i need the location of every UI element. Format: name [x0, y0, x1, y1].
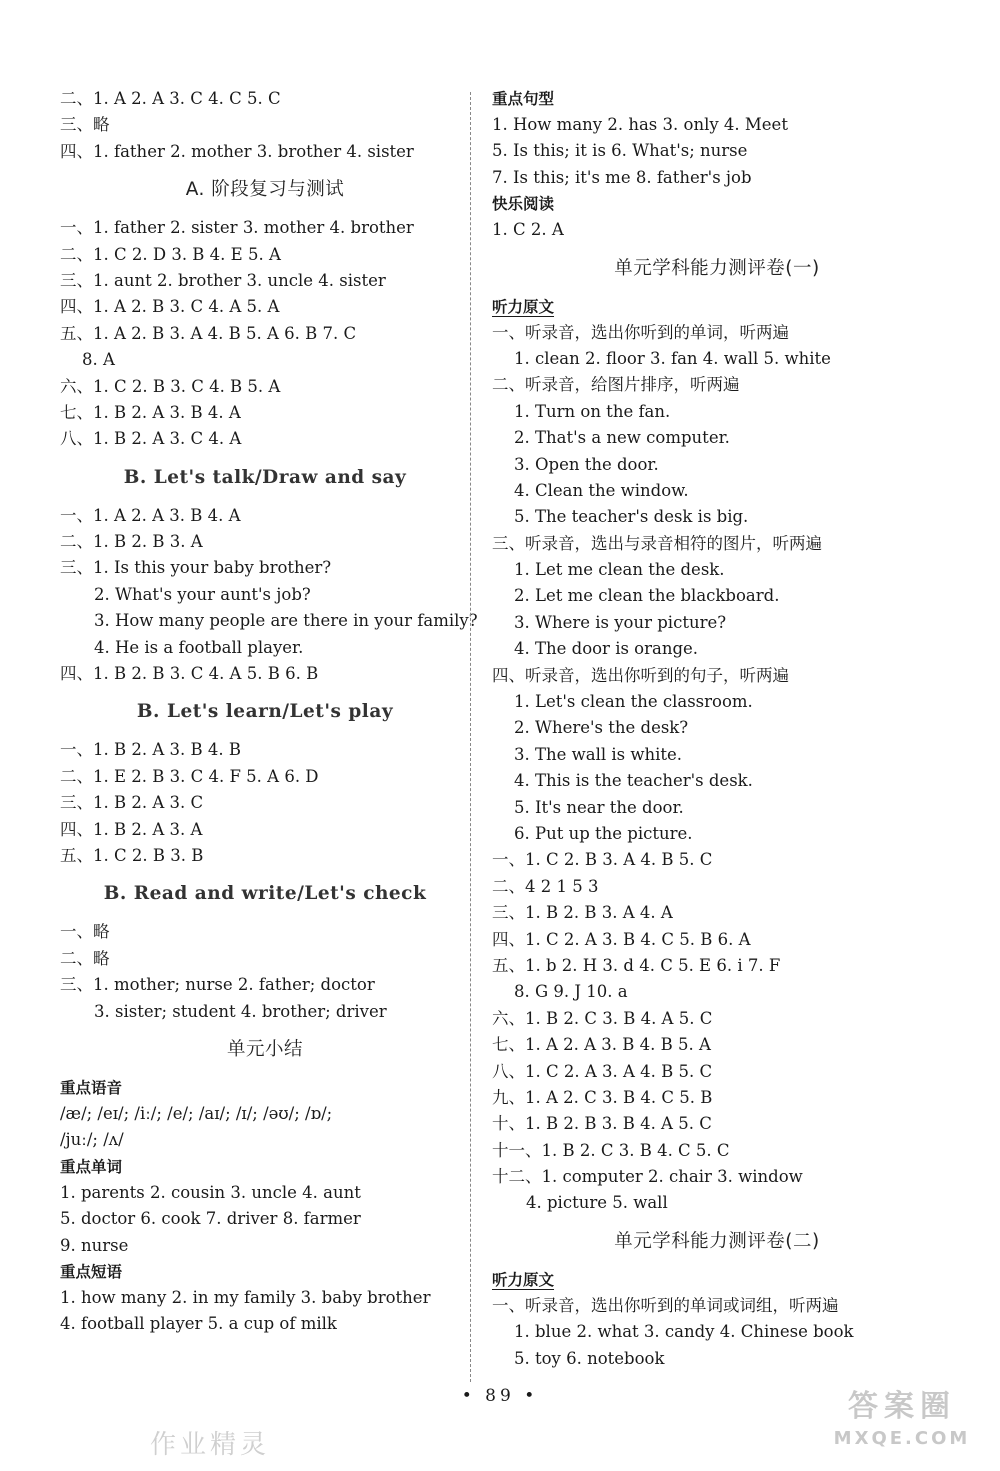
- answer-line: 2. That's a new computer.: [514, 428, 730, 448]
- answer-line: 四、1. B 2. B 3. C 4. A 5. B 6. B: [60, 664, 319, 684]
- answer-line: 3. How many people are there in your family?: [94, 611, 478, 631]
- answer-line: 1. Let me clean the desk.: [514, 560, 725, 580]
- watermark-top: 答案圈: [848, 1389, 956, 1424]
- answer-line: 二、略: [60, 948, 110, 968]
- answer-line: 五、1. b 2. H 3. d 4. C 5. E 6. i 7. F: [492, 955, 781, 975]
- answer-line: 七、1. B 2. A 3. B 4. A: [60, 402, 241, 422]
- answer-line: 5. The teacher's desk is big.: [514, 507, 749, 527]
- answer-line: 7. Is this; it's me 8. father's job: [492, 167, 752, 187]
- listening-instruction: 一、听录音，选出你听到的单词，听两遍: [492, 322, 789, 342]
- answer-line: 9. nurse: [60, 1235, 129, 1255]
- answer-line: 8. G 9. J 10. a: [514, 982, 628, 1002]
- answer-line: 1. Turn on the fan.: [514, 401, 671, 421]
- subsection-label: 重点句型: [492, 90, 555, 108]
- answer-line: /juː/; /ʌ/: [60, 1130, 124, 1150]
- listening-instruction: 四、听录音，选出你听到的句子，听两遍: [492, 665, 789, 685]
- answer-line: 4. This is the teacher's desk.: [514, 771, 753, 791]
- answer-line: 3. Open the door.: [514, 454, 659, 474]
- answer-line: 十、1. B 2. B 3. B 4. A 5. C: [492, 1114, 712, 1134]
- watermark-logo: [822, 1387, 982, 1457]
- watermark-bottom: MXQE.COM: [833, 1428, 971, 1449]
- right-column: [492, 86, 942, 1372]
- section-heading: B. Let's talk/Draw and say: [123, 466, 407, 488]
- answer-line: 四、1. father 2. mother 3. brother 4. sister: [60, 141, 414, 161]
- answer-line: 1. Let's clean the classroom.: [514, 692, 753, 712]
- answer-line: 二、1. A 2. A 3. C 4. C 5. C: [60, 89, 281, 108]
- page-number: • 89 •: [461, 1386, 539, 1406]
- answer-line: 三、1. Is this your baby brother?: [60, 558, 332, 578]
- answer-line: 二、1. C 2. D 3. B 4. E 5. A: [60, 244, 281, 264]
- answer-line: 六、1. C 2. B 3. C 4. B 5. A: [60, 376, 281, 396]
- answer-line: 十一、1. B 2. C 3. B 4. C 5. C: [492, 1140, 730, 1160]
- answer-line: 十二、1. computer 2. chair 3. window: [492, 1167, 803, 1187]
- section-heading: 单元学科能力测评卷(二): [614, 1230, 820, 1252]
- stamp-text: 作业精灵: [150, 1430, 271, 1460]
- answer-line: 三、1. aunt 2. brother 3. uncle 4. sister: [60, 270, 386, 290]
- answer-line: 4. football player 5. a cup of milk: [60, 1314, 337, 1334]
- section-heading: 单元小结: [226, 1038, 303, 1060]
- section-heading: B. Read and write/Let's check: [103, 883, 427, 905]
- answer-line: 2. Let me clean the blackboard.: [514, 586, 780, 606]
- answer-line: 二、1. B 2. B 3. A: [60, 532, 203, 552]
- answer-line: 4. Clean the window.: [514, 480, 689, 500]
- listening-instruction: 一、听录音，选出你听到的单词或词组，听两遍: [492, 1295, 839, 1315]
- answer-line: 六、1. B 2. C 3. B 4. A 5. C: [492, 1008, 713, 1028]
- answer-line: 1. how many 2. in my family 3. baby brother: [60, 1287, 431, 1307]
- answer-line: 5. toy 6. notebook: [514, 1348, 665, 1368]
- answer-line: 五、1. C 2. B 3. B: [60, 845, 204, 865]
- answer-line: 八、1. C 2. A 3. A 4. B 5. C: [492, 1061, 713, 1081]
- answer-line: 5. doctor 6. cook 7. driver 8. farmer: [60, 1209, 361, 1229]
- answer-line: 七、1. A 2. A 3. B 4. B 5. A: [492, 1035, 711, 1055]
- answer-line: 四、1. B 2. A 3. A: [60, 819, 203, 839]
- answer-line: 3. The wall is white.: [514, 744, 683, 764]
- column-divider: [470, 92, 471, 1382]
- answer-line: 1. How many 2. has 3. only 4. Meet: [492, 115, 788, 134]
- answer-line: 4. He is a football player.: [94, 637, 304, 657]
- answer-line: 一、1. B 2. A 3. B 4. B: [60, 740, 241, 760]
- answer-line: 一、1. A 2. A 3. B 4. A: [60, 505, 241, 525]
- subsection-label: 听力原文: [492, 297, 555, 316]
- answer-line: 二、1. E 2. B 3. C 4. F 5. A 6. D: [60, 766, 319, 786]
- subsection-label: 重点语音: [60, 1078, 123, 1097]
- answer-line: 四、1. A 2. B 3. C 4. A 5. A: [60, 297, 280, 317]
- answer-line: 4. The door is orange.: [514, 639, 699, 659]
- answer-line: 5. It's near the door.: [514, 797, 684, 817]
- answer-line: 八、1. B 2. A 3. C 4. A: [60, 429, 242, 449]
- answer-line: 1. blue 2. what 3. candy 4. Chinese book: [514, 1322, 854, 1342]
- section-heading: 单元学科能力测评卷(一): [614, 257, 820, 279]
- subsection-label: 听力原文: [492, 1270, 555, 1289]
- answer-line: 1. clean 2. floor 3. fan 4. wall 5. white: [514, 348, 831, 368]
- answer-line: 一、1. father 2. sister 3. mother 4. brother: [60, 218, 414, 238]
- listening-instruction: 三、听录音，选出与录音相符的图片，听两遍: [492, 533, 822, 553]
- section-heading: B. Let's learn/Let's play: [136, 701, 394, 723]
- answer-line: 5. Is this; it is 6. What's; nurse: [492, 141, 748, 161]
- answer-line: 1. parents 2. cousin 3. uncle 4. aunt: [60, 1182, 361, 1202]
- subsection-label: 快乐阅读: [492, 195, 555, 214]
- answer-line: 2. What's your aunt's job?: [94, 584, 311, 604]
- subsection-label: 重点单词: [60, 1157, 123, 1176]
- answer-line: 6. Put up the picture.: [514, 823, 693, 843]
- answer-line: 1. C 2. A: [492, 220, 564, 240]
- left-column: [60, 86, 478, 1338]
- answer-line: 2. Where's the desk?: [514, 718, 689, 738]
- listening-instruction: 二、听录音，给图片排序，听两遍: [492, 375, 740, 395]
- answer-line: 九、1. A 2. C 3. B 4. C 5. B: [492, 1087, 713, 1107]
- answer-line: 4. picture 5. wall: [526, 1193, 668, 1213]
- answer-line: 三、略: [60, 115, 110, 135]
- answer-line: 3. sister; student 4. brother; driver: [94, 1001, 387, 1021]
- answer-line: 三、1. B 2. A 3. C: [60, 793, 204, 813]
- answer-line: 3. Where is your picture?: [514, 612, 727, 632]
- answer-line: 二、4 2 1 5 3: [492, 876, 599, 896]
- subsection-label: 重点短语: [60, 1262, 123, 1281]
- answer-line: /æ/; /eɪ/; /iː/; /e/; /aɪ/; /ɪ/; /əʊ/; /ɒ/;: [60, 1103, 333, 1123]
- answer-line: 四、1. C 2. A 3. B 4. C 5. B 6. A: [492, 929, 751, 949]
- section-heading: A. 阶段复习与测试: [185, 179, 345, 201]
- answer-line: 一、略: [60, 922, 110, 942]
- answer-line: 一、1. C 2. B 3. A 4. B 5. C: [492, 850, 713, 870]
- answer-line: 三、1. mother; nurse 2. father; doctor: [60, 975, 375, 995]
- answer-line: 三、1. B 2. B 3. A 4. A: [492, 903, 673, 923]
- answer-line: 五、1. A 2. B 3. A 4. B 5. A 6. B 7. C: [60, 323, 357, 343]
- answer-line: 8. A: [82, 350, 115, 370]
